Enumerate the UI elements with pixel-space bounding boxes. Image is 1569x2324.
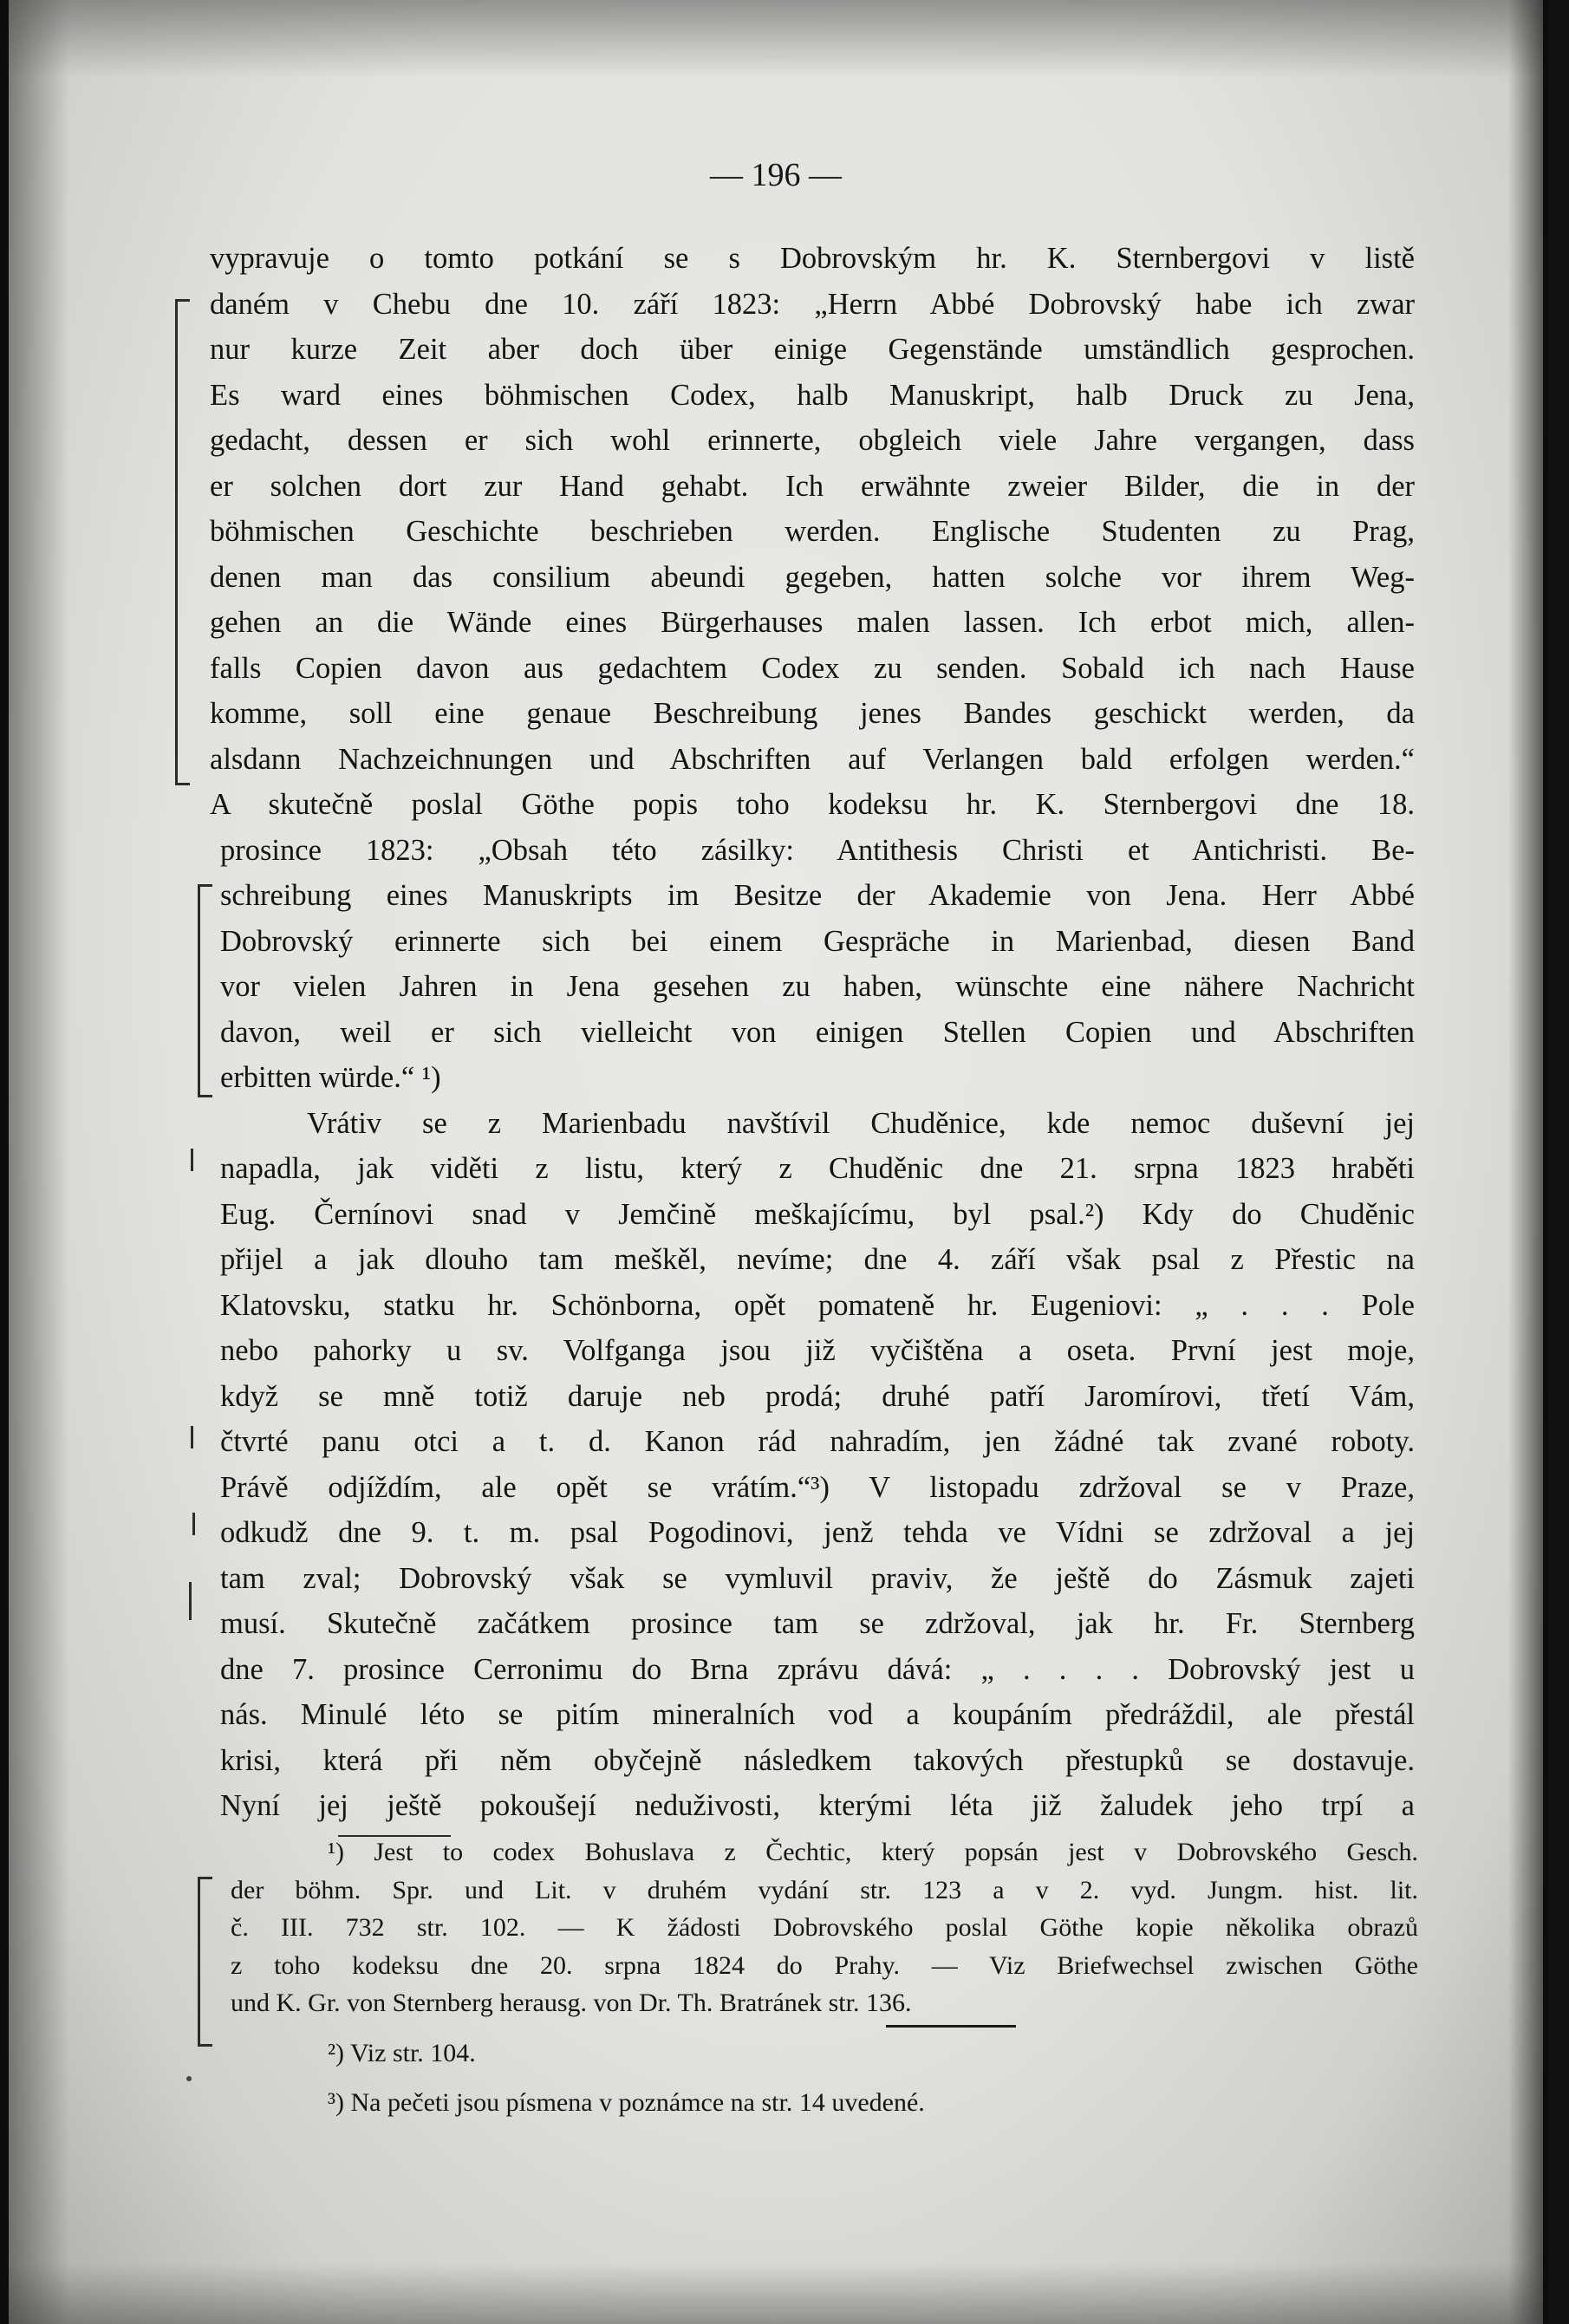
- footnote-3: ³) Na pečeti jsou písmena v poznámce na str. 14 uvedené.: [328, 2088, 925, 2117]
- body-line: Právě odjíždím, ale opět se vrátím.“³) V listopadu zdržoval se v Praze,: [220, 1470, 1415, 1504]
- margin-bracket-3: [198, 1877, 212, 2047]
- body-line: böhmischen Geschichte beschrieben werden. Englische Studenten zu Prag,: [210, 515, 1415, 548]
- scan-shadow-left: [9, 0, 69, 2324]
- body-line: když se mně totiž daruje neb prodá; druhé patří Jaromírovi, třetí Vám,: [220, 1379, 1415, 1413]
- scan-shadow-bottom: [9, 2263, 1543, 2324]
- body-line: napadla, jak viděti z listu, který z Chuděnic dne 21. srpna 1823 hraběti: [220, 1152, 1415, 1185]
- body-line: komme, soll eine genaue Beschreibung jenes Bandes geschickt werden, da: [210, 697, 1415, 730]
- scan-border-right: [1548, 0, 1569, 2324]
- margin-tick-1: [191, 1149, 193, 1171]
- body-line: odkudž dne 9. t. m. psal Pogodinovi, jenž tehda ve Vídni se zdržoval a jej: [220, 1516, 1415, 1549]
- body-line: davon, weil er sich vielleicht von einigen Stellen Copien und Abschriften: [220, 1015, 1415, 1049]
- body-line: přijel a jak dlouho tam meškěl, nevíme; dne 4. září však psal z Přestic na: [220, 1243, 1415, 1276]
- body-line: prosince 1823: „Obsah této zásilky: Antithesis Christi et Antichristi. Be-: [220, 833, 1415, 867]
- body-line: vor vielen Jahren in Jena gesehen zu haben, wünschte eine nähere Nachricht: [220, 970, 1415, 1003]
- body-line: schreibung eines Manuskripts im Besitze der Akademie von Jena. Herr Abbé: [220, 879, 1415, 912]
- margin-tick-4: [189, 1582, 192, 1620]
- body-line: Eug. Černínovi snad v Jemčině meškajícímu, byl psal.²) Kdy do Chuděnic: [220, 1197, 1415, 1231]
- body-line: nebo pahorky u sv. Volfganga jsou již vyčištěna a oseta. První jest moje,: [220, 1334, 1415, 1367]
- body-line: musí. Skutečně začátkem prosince tam se zdržoval, jak hr. Fr. Sternberg: [220, 1607, 1415, 1640]
- body-line: alsdann Nachzeichnungen und Abschriften auf Verlangen bald erfolgen werden.“: [210, 742, 1415, 776]
- footnote-1-line: z toho kodeksu dne 20. srpna 1824 do Prahy. — Viz Briefwechsel zwischen Göthe: [231, 1950, 1418, 1980]
- body-line: Nyní jej ještě pokoušejí neduživosti, kterými léta již žaludek jeho trpí a: [220, 1789, 1415, 1822]
- footnote-1-line: ¹) Jest to codex Bohuslava z Čechtic, který popsán jest v Dobrovského Gesch.: [328, 1838, 1418, 1866]
- footnote-1-line: č. III. 732 str. 102. — K žádosti Dobrovského poslal Göthe kopie několika obrazů: [231, 1913, 1418, 1942]
- body-line: gedacht, dessen er sich wohl erinnerte, obgleich viele Jahre vergangen, dass: [210, 424, 1415, 457]
- body-line: Es ward eines böhmischen Codex, halb Manuskript, halb Druck zu Jena,: [210, 378, 1415, 412]
- body-line: erbitten würde.“ ¹): [220, 1061, 441, 1094]
- scan-shadow-top: [9, 0, 1543, 78]
- scan-shadow-right: [1508, 0, 1543, 2324]
- margin-tick-3: [192, 1513, 195, 1535]
- body-line: denen man das consilium abeundi gegeben, hatten solche vor ihrem Weg-: [210, 560, 1415, 594]
- body-line: A skutečně poslal Göthe popis toho kodeksu hr. K. Sternbergovi dne 18.: [210, 788, 1415, 821]
- body-line: Dobrovský erinnerte sich bei einem Gespräche in Marienbad, diesen Band: [220, 924, 1415, 958]
- body-text: [210, 236, 1415, 1829]
- footnote-1-line: der böhm. Spr. und Lit. v druhém vydání str. 123 a v 2. vyd. Jungm. hist. lit.: [231, 1875, 1418, 1904]
- body-line: tam zval; Dobrovský však se vymluvil praviv, že ještě do Zásmuk zajeti: [220, 1561, 1415, 1595]
- body-line: nás. Minulé léto se pitím mineralních vod a koupáním předráždil, ale přestál: [220, 1698, 1415, 1731]
- body-line: Klatovsku, statku hr. Schönborna, opět pomateně hr. Eugeniovi: „ . . . Pole: [220, 1288, 1415, 1322]
- body-line: krisi, která při něm obyčejně následkem takových přestupků se dostavuje.: [220, 1743, 1415, 1777]
- body-line: er solchen dort zur Hand gehabt. Ich erwähnte zweier Bilder, die in der: [210, 469, 1415, 503]
- pencil-underline: [886, 2025, 1016, 2028]
- body-line: nur kurze Zeit aber doch über einige Gegenstände umständlich gesprochen.: [210, 333, 1415, 366]
- footnote-2: ²) Viz str. 104.: [328, 2038, 476, 2067]
- paragraph-start: Vrátiv se z Marienbadu navštívil Chuděnice, kde nemoc duševní jej: [307, 1106, 1415, 1140]
- body-line: falls Copien davon aus gedachtem Codex zu senden. Sobald ich nach Hause: [210, 651, 1415, 685]
- page-number: — 196 —: [710, 157, 842, 193]
- body-line: gehen an die Wände eines Bürgerhauses malen lassen. Ich erbot mich, allen-: [210, 606, 1415, 639]
- margin-bracket-1: [175, 299, 190, 785]
- scanned-page: [9, 0, 1543, 2324]
- body-line: čtvrté panu otci a t. d. Kanon rád nahradím, jen žádné tak zvané roboty.: [220, 1425, 1415, 1458]
- body-line: vypravuje o tomto potkání se s Dobrovským hr. K. Sternbergovi v listě: [210, 242, 1415, 275]
- margin-tick-2: [191, 1426, 193, 1448]
- margin-dot: [186, 2076, 192, 2081]
- body-line: dne 7. prosince Cerronimu do Brna zprávu dává: „ . . . . Dobrovský jest u: [220, 1652, 1415, 1686]
- footnotes: [231, 1833, 1418, 2122]
- footnote-1-line: und K. Gr. von Sternberg herausg. von Dr. Th. Bratránek str. 136.: [231, 1989, 912, 2017]
- body-line: daném v Chebu dne 10. září 1823: „Herrn Abbé Dobrovský habe ich zwar: [210, 287, 1415, 321]
